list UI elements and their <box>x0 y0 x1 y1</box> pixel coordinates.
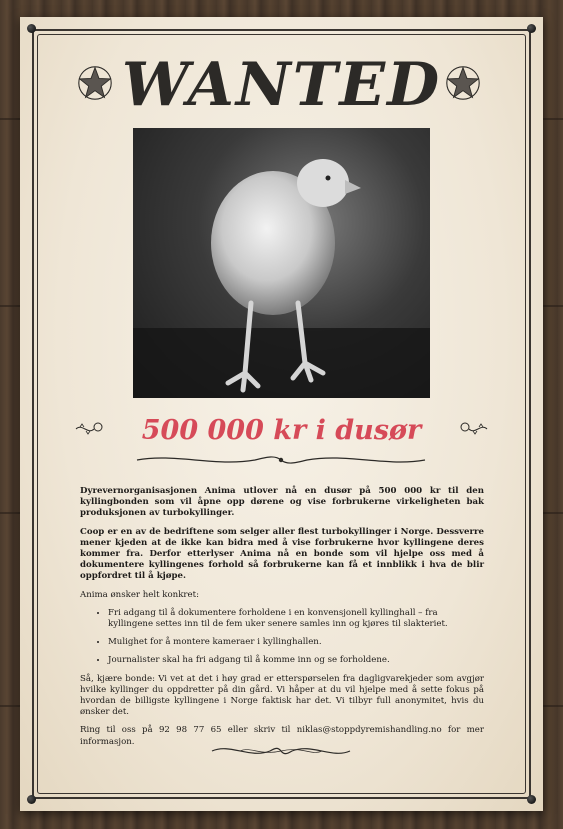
list-item: • Mulighet for å montere kameraer i kyllinghallen. <box>108 637 484 648</box>
paragraph-closing: Så, kjære bonde: Vi vet at det i høy grad er etterspørselen fra dagligvarekjeder som avgjør hvilke kyllinger du oppdretter på din gård. Vi håper at du vil hjelpe med å sette fokus på hvordan de billigste kyllingene i Norge faktisk har det. Vi tilbyr full anonymitet, hvis du ønsker det. <box>80 673 484 718</box>
list-item: • Fri adgang til å dokumentere forholdene i en konvensjonell kyllinghall – fra kyllingene settes inn til de fem uker senere samles inn og kjøres til slakteriet. <box>108 608 484 630</box>
nail-icon <box>27 795 36 804</box>
paragraph-wishes: Anima ønsker helt konkret: <box>80 589 199 600</box>
poster-title: WANTED <box>121 50 442 120</box>
chicken-image <box>133 128 430 398</box>
nail-icon <box>527 795 536 804</box>
paragraph-contact: Ring til oss på 92 98 77 65 eller skriv til niklas@stoppdyremishandling.no for mer informasjon. <box>80 725 484 747</box>
nail-icon <box>527 24 536 33</box>
paragraph-intro: Dyrevernorganisasjonen Anima utlover nå en dusør på 500 000 kr til den kyllingbonden som vil åpne opp dørene og vise forbrukerne virkeligheten bak produksjonen av turbokyllinger. <box>80 486 484 519</box>
nail-icon <box>27 24 36 33</box>
reward-amount: 500 000 kr i dusør <box>141 415 422 446</box>
divider-flourish <box>135 451 427 469</box>
chicken-photo <box>133 128 430 398</box>
paragraph-coop: Coop er en av de bedriftene som selger aller flest turbokyllinger i Norge. Dessverre mener kjeden at de ikke kan bidra med å vise forbrukerne hvor kyllingene deres kommer fra. Derfor etterlyser Anima nå en bonde som vil hjelpe oss med å dokumentere kyllingenes forhold så forbrukerne kan få et innblikk i hva de blir oppfordret til å kjøpe. <box>80 526 484 582</box>
list-item: • Journalister skal ha fri adgang til å komme inn og se forholdene. <box>108 655 484 666</box>
divider-flourish <box>210 741 352 761</box>
wanted-poster <box>20 17 543 811</box>
poster-body <box>80 486 484 755</box>
wishes-list <box>80 608 484 667</box>
